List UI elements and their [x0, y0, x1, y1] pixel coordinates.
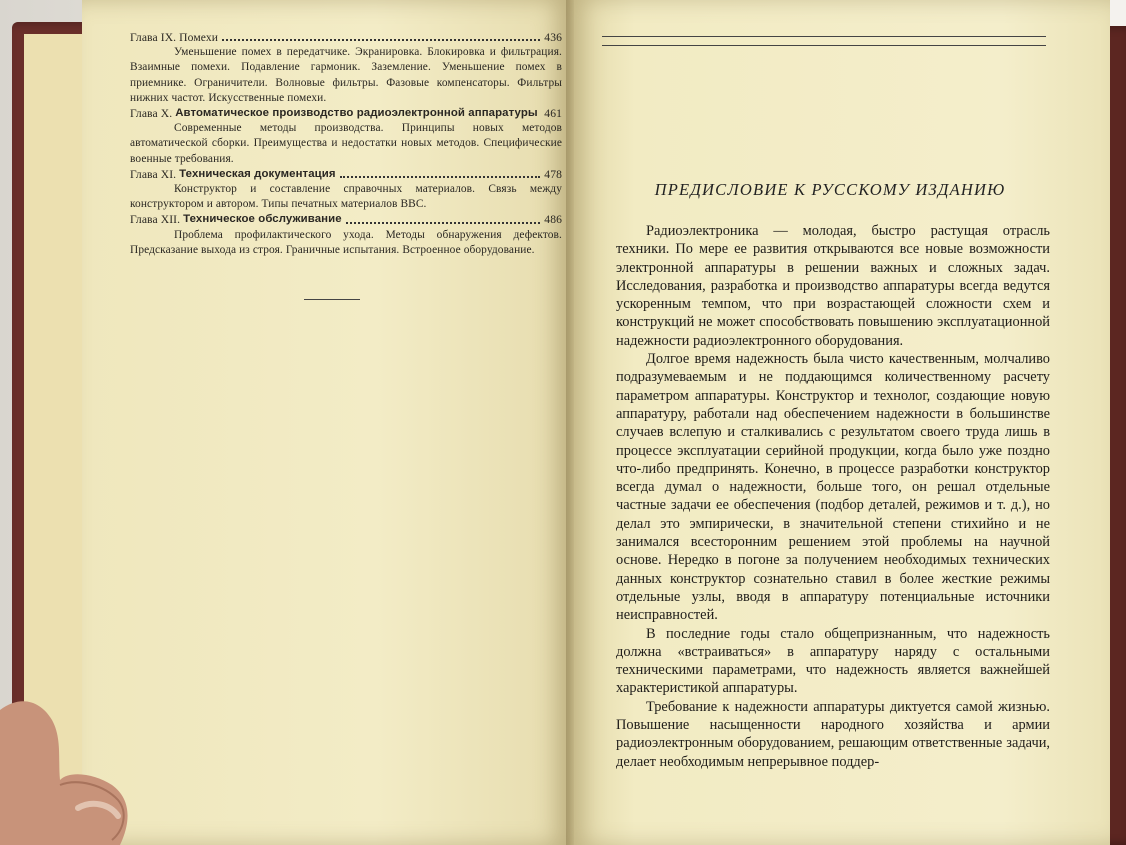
preface-paragraph: Долгое время надежность была чисто качественным, молчаливо подразумеваемым и не поддающимся количественному расчету параметром аппаратуры. Конструктор и технолог, создающие новую аппаратуру, работали над обеспечением надежности в большинстве случаев вслепую и сталкивались с результатом своего труда лишь в процессе эксплуатации серийной продукции, когда было уже поздно что-либо предпринять. Конечно, в процессе разработки конструктор всегда думал о надежности, больше того, он решал отдельные частные задачи ее обеспечения (подбор деталей, режимов и т. д.), но делал это эмпирически, в значительной степени стихийно и не занимался всесторонним решением этой проблемы на научной основе. Нередко в погоне за получением необходимых технических данных конструктор сознательно ставил в более жесткие режимы отдельные узлы, вводя в аппаратуру потенциальные источники неисправностей. — [616, 351, 1050, 624]
toc-chapter-title: Техническая документация — [179, 167, 336, 180]
toc-chapter-description: Проблема профилактического ухода. Методы обнаружения дефектов. Предсказание выхода из строя. Граничные испытания. Встроенное оборудование. — [130, 228, 562, 256]
toc-page-number: 478 — [544, 167, 562, 181]
toc-chapter-title: Техническое обслуживание — [183, 213, 342, 226]
preface-heading: ПРЕДИСЛОВИЕ К РУССКОМУ ИЗДАНИЮ — [654, 180, 1006, 199]
toc-entry-chapter-11 — [130, 167, 562, 213]
book-gutter — [566, 0, 574, 845]
toc-chapter-label: Глава IX. — [130, 31, 177, 44]
toc-chapter-description: Конструктор и составление справочных материалов. Связь между конструктором и автором. Типы печатных материалов ВВС. — [130, 183, 562, 211]
preface-paragraph: Требование к надежности аппаратуры диктуется самой жизнью. Повышение насыщенности народного хозяйства и армии радиоэлектронным оборудованием, решающим ответственные задачи, делает необходимым непрерывное поддер- — [616, 698, 1050, 770]
toc-chapter-label: Глава XII. — [130, 213, 181, 227]
toc-chapter-label: Глава XI. — [130, 167, 177, 181]
toc-page-number: 436 — [544, 31, 562, 44]
toc-chapter-title: Помехи — [179, 31, 219, 44]
toc-chapter-description: Уменьшение помех в передатчике. Экранировка. Блокировка и фильтрация. Взаимные помехи. Подавление гармоник. Заземление. Уменьшение помех в приемнике. Ограничители. Волновые фильтры. Фазовые компенсаторы. Фильтры нижних частот. Искусственные помехи. — [130, 46, 562, 104]
toc-chapter-label: Глава X. — [130, 107, 173, 121]
toc-entry-chapter-12 — [130, 212, 562, 258]
toc-chapter-title: Автоматическое производство радиоэлектронной аппаратуры — [175, 107, 538, 120]
toc-leader-dots — [340, 176, 541, 178]
toc-leader-dots — [346, 222, 541, 224]
toc-entry-chapter-9 — [130, 30, 562, 106]
header-double-rule — [602, 36, 1046, 46]
hand-image — [0, 690, 140, 845]
preface-paragraph: Радиоэлектроника — молодая, быстро растущая отрасль техники. По мере ее развития открываются все новые возможности электронной аппаратуры в решении важных и сложных задач. Исследования, разработка и производство аппаратуры всегда ведутся ускоренным темпом, что при возрастающей сложности схем и конструкций не может способствовать повышению эксплуатационной надежности радиоэлектронного оборудования. — [616, 223, 1050, 349]
toc-page-number: 486 — [544, 213, 562, 227]
toc-end-rule — [304, 299, 360, 300]
preface-paragraph: В последние годы стало общепризнанным, что надежность должна «встраиваться» в аппаратуру наряду с остальными техническими параметрами, что надежность является важнейшей характеристикой аппаратуры. — [616, 625, 1050, 697]
preface-body — [616, 222, 1050, 771]
toc-page-number: 461 — [544, 107, 562, 121]
toc-chapter-description: Современные методы производства. Принципы новых методов автоматической сборки. Преимущества и недостатки новых методов. Специфические военные требования. — [130, 122, 562, 165]
toc-entry-chapter-10 — [130, 106, 562, 167]
table-of-contents — [130, 30, 562, 258]
toc-leader-dots — [222, 39, 540, 41]
